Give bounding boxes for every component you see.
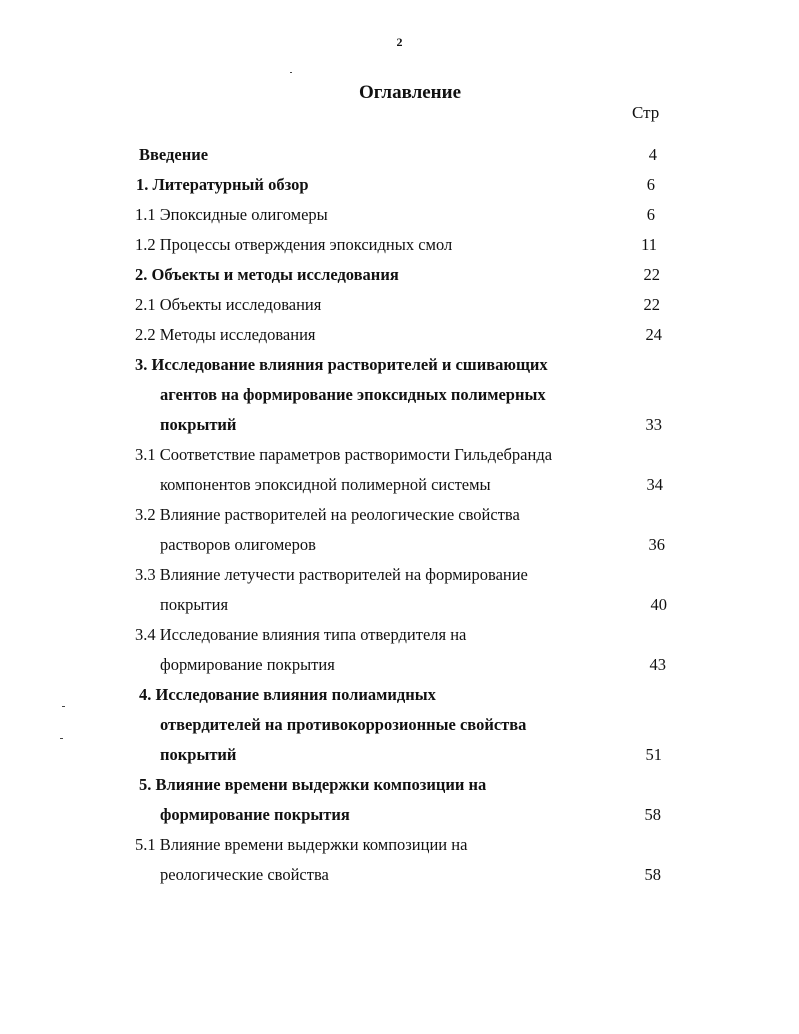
toc-entry-title-cont: агентов на формирование эпоксидных полимерных	[160, 385, 546, 404]
toc-entry-title: 3.4 Исследование влияния типа отвердителя на	[135, 625, 467, 644]
toc-entry-page: 4	[648, 145, 657, 164]
toc-entry-title: 3. Исследование влияния растворителей и сшивающих	[135, 355, 548, 374]
toc-entry-title-cont: растворов олигомеров	[160, 535, 316, 554]
toc-entry-page: 24	[645, 325, 662, 344]
scan-speck	[290, 72, 292, 73]
toc-entry-title-cont: компонентов эпоксидной полимерной системы	[160, 475, 491, 494]
toc-entry-title: 2.2 Методы исследования	[135, 325, 316, 344]
toc-entry-page: 58	[644, 865, 661, 884]
toc-entry-title: 5.1 Влияние времени выдержки композиции на	[135, 835, 468, 854]
toc-entry-page: 40	[650, 595, 667, 614]
toc-entry-page: 34	[646, 475, 663, 494]
toc-entry-title: 4. Исследование влияния полиамидных	[139, 685, 436, 704]
toc-entry-page: 43	[649, 655, 666, 674]
toc-entry-page: 33	[645, 415, 662, 434]
toc-entry-title-cont: покрытий	[160, 415, 237, 434]
page-title: Оглавление	[358, 82, 462, 103]
scan-speck	[62, 706, 65, 707]
toc-entry-title: 2. Объекты и методы исследования	[135, 265, 399, 284]
toc-entry-page: 11	[641, 235, 657, 254]
toc-entry-title-cont: отвердителей на противокоррозионные свойства	[160, 715, 527, 734]
toc-entry-title: 2.1 Объекты исследования	[135, 295, 322, 314]
toc-entry-title-cont: формирование покрытия	[160, 655, 335, 674]
toc-entry-page: 51	[645, 745, 662, 764]
toc-entry-title: 1. Литературный обзор	[136, 175, 309, 194]
toc-entry-page: 58	[644, 805, 661, 824]
scan-speck	[60, 738, 63, 739]
toc-entry-title: Введение	[139, 145, 209, 164]
toc-entry-title: 3.2 Влияние растворителей на реологические свойства	[135, 505, 520, 524]
page-number: 2	[396, 35, 403, 49]
toc-entry-page: 22	[643, 265, 660, 284]
toc-entry-title: 3.3 Влияние летучести растворителей на формирование	[135, 565, 528, 584]
toc-entry-title-cont: реологические свойства	[160, 865, 329, 884]
toc-entry-title: 3.1 Соответствие параметров растворимости Гильдебранда	[135, 445, 553, 464]
toc-entry-title-cont: формирование покрытия	[160, 805, 350, 824]
toc-entry-title-cont: покрытия	[160, 595, 229, 614]
toc-entry-title-cont: покрытий	[160, 745, 237, 764]
toc-entry-page: 6	[646, 175, 655, 194]
toc-entry-title: 1.1 Эпоксидные олигомеры	[135, 205, 328, 224]
toc-entry-title: 1.2 Процессы отверждения эпоксидных смол	[135, 235, 453, 254]
toc-entry-page: 22	[643, 295, 660, 314]
page-column-label: Стр	[632, 103, 660, 122]
toc-entry-page: 36	[648, 535, 665, 554]
toc-entry-title: 5. Влияние времени выдержки композиции на	[139, 775, 487, 794]
toc-entry-page: 6	[646, 205, 655, 224]
